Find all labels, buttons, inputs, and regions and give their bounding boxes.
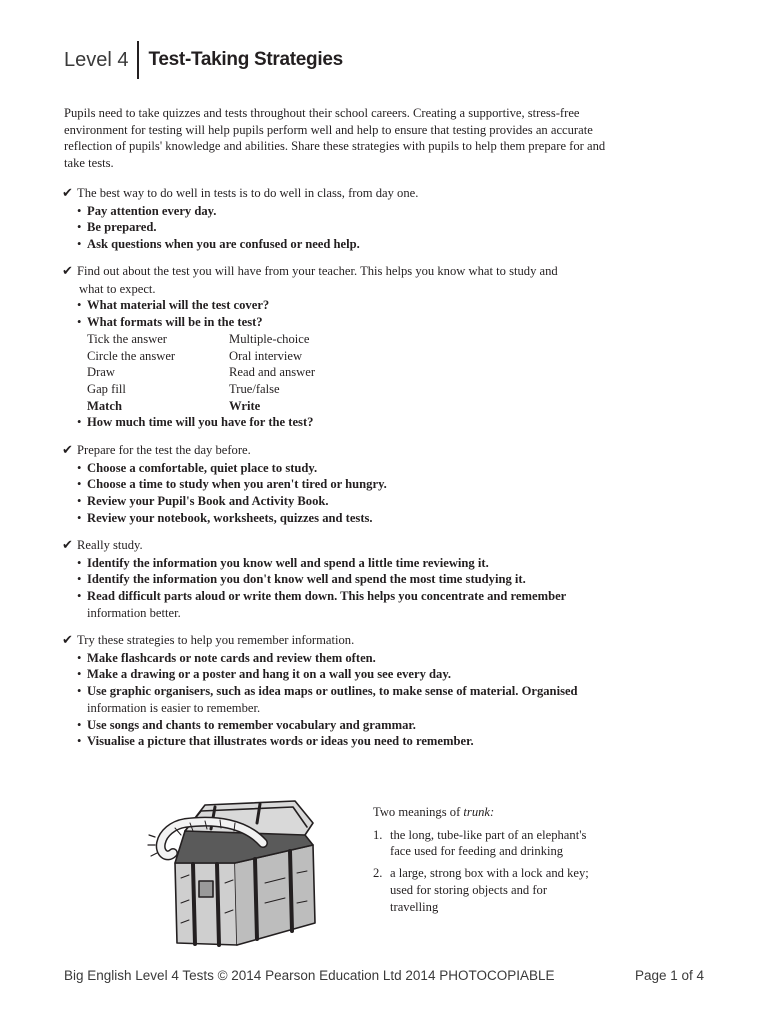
list-item: • Use graphic organisers, such as idea maps or outlines, to make sense of material. Organised information is easier to remember.	[77, 683, 622, 716]
list-item: • Review your notebook, worksheets, quizzes and tests.	[77, 510, 622, 527]
check-icon: ✔	[62, 443, 73, 458]
list-item: • Ask questions when you are confused or need help.	[77, 236, 622, 253]
copyright-notice: Big English Level 4 Tests © 2014 Pearson Education Ltd 2014 PHOTOCOPIABLE	[64, 968, 555, 983]
list-item: • Read difficult parts aloud or write them down. This helps you concentrate and remember information better.	[77, 588, 622, 621]
intro-paragraph: Pupils need to take quizzes and tests throughout their school careers. Creating a supportive, stress-free environment for testing will help pupils perform well and help to ensure that testing provides an accurate reflection of pupils' knowledge and abilities. Share these strategies with pupils to help them prepare for and take tests.	[64, 106, 606, 171]
strategy-section-3	[62, 442, 622, 527]
list-item: • Identify the information you don't know well and spend the most time studying it.	[77, 571, 622, 588]
meanings-intro: Two meanings of trunk:	[373, 805, 495, 819]
list-item: • What formats will be in the test?	[77, 314, 622, 331]
section-heading: Find out about the test you will have from your teacher. This helps you know what to study and	[77, 264, 558, 278]
format-row: Match Write	[87, 398, 261, 413]
page-footer	[64, 968, 704, 983]
format-row: Gap fill True/false	[87, 381, 280, 396]
test-formats-table	[62, 331, 622, 415]
list-item: • Be prepared.	[77, 219, 622, 236]
strategy-section-2	[62, 263, 622, 431]
strategy-section-1	[62, 185, 622, 253]
meaning-item: 1. the long, tube-like part of an elephant's face used for feeding and drinking	[373, 827, 587, 859]
list-item: • Visualise a picture that illustrates words or ideas you need to remember.	[77, 733, 622, 750]
list-item: • Review your Pupil's Book and Activity Book.	[77, 493, 622, 510]
list-item: • Pay attention every day.	[77, 203, 622, 220]
section-heading: Really study.	[77, 538, 143, 552]
list-item: • Make a drawing or a poster and hang it on a wall you see every day.	[77, 666, 622, 683]
check-icon: ✔	[62, 538, 73, 553]
section-heading: Prepare for the test the day before.	[77, 443, 251, 457]
section-heading: Try these strategies to help you remember information.	[77, 633, 355, 647]
list-item: • Make flashcards or note cards and review them often.	[77, 650, 622, 667]
format-row: Tick the answer Multiple-choice	[87, 331, 310, 346]
page-number: Page 1 of 4	[634, 968, 704, 983]
section-heading-continued: what to expect.	[79, 281, 156, 296]
header-divider	[137, 41, 139, 79]
page-title: Test-Taking Strategies	[148, 49, 343, 70]
level-label: Level 4	[64, 48, 129, 71]
check-icon: ✔	[62, 186, 73, 201]
list-item: • Choose a comfortable, quiet place to study.	[77, 460, 622, 477]
page-header	[64, 42, 343, 78]
list-item: • Identify the information you know well and spend a little time reviewing it.	[77, 555, 622, 572]
section-heading: The best way to do well in tests is to do well in class, from day one.	[77, 186, 419, 200]
strategy-section-4	[62, 537, 622, 622]
meaning-item: 2. a large, strong box with a lock and key; used for storing objects and for travelling	[373, 866, 589, 914]
list-item: • Use songs and chants to remember vocabulary and grammar.	[77, 717, 622, 734]
strategy-section-5	[62, 632, 622, 750]
list-item: • Choose a time to study when you aren't tired or hungry.	[77, 476, 622, 493]
list-item: • How much time will you have for the test?	[77, 414, 622, 431]
list-item: • What material will the test cover?	[77, 297, 622, 314]
check-icon: ✔	[62, 264, 73, 279]
trunk-meanings	[373, 804, 593, 920]
elephant-trunk-icon	[145, 783, 325, 948]
format-row: Circle the answer Oral interview	[87, 348, 303, 363]
check-icon: ✔	[62, 633, 73, 648]
format-row: Draw Read and answer	[87, 365, 316, 380]
